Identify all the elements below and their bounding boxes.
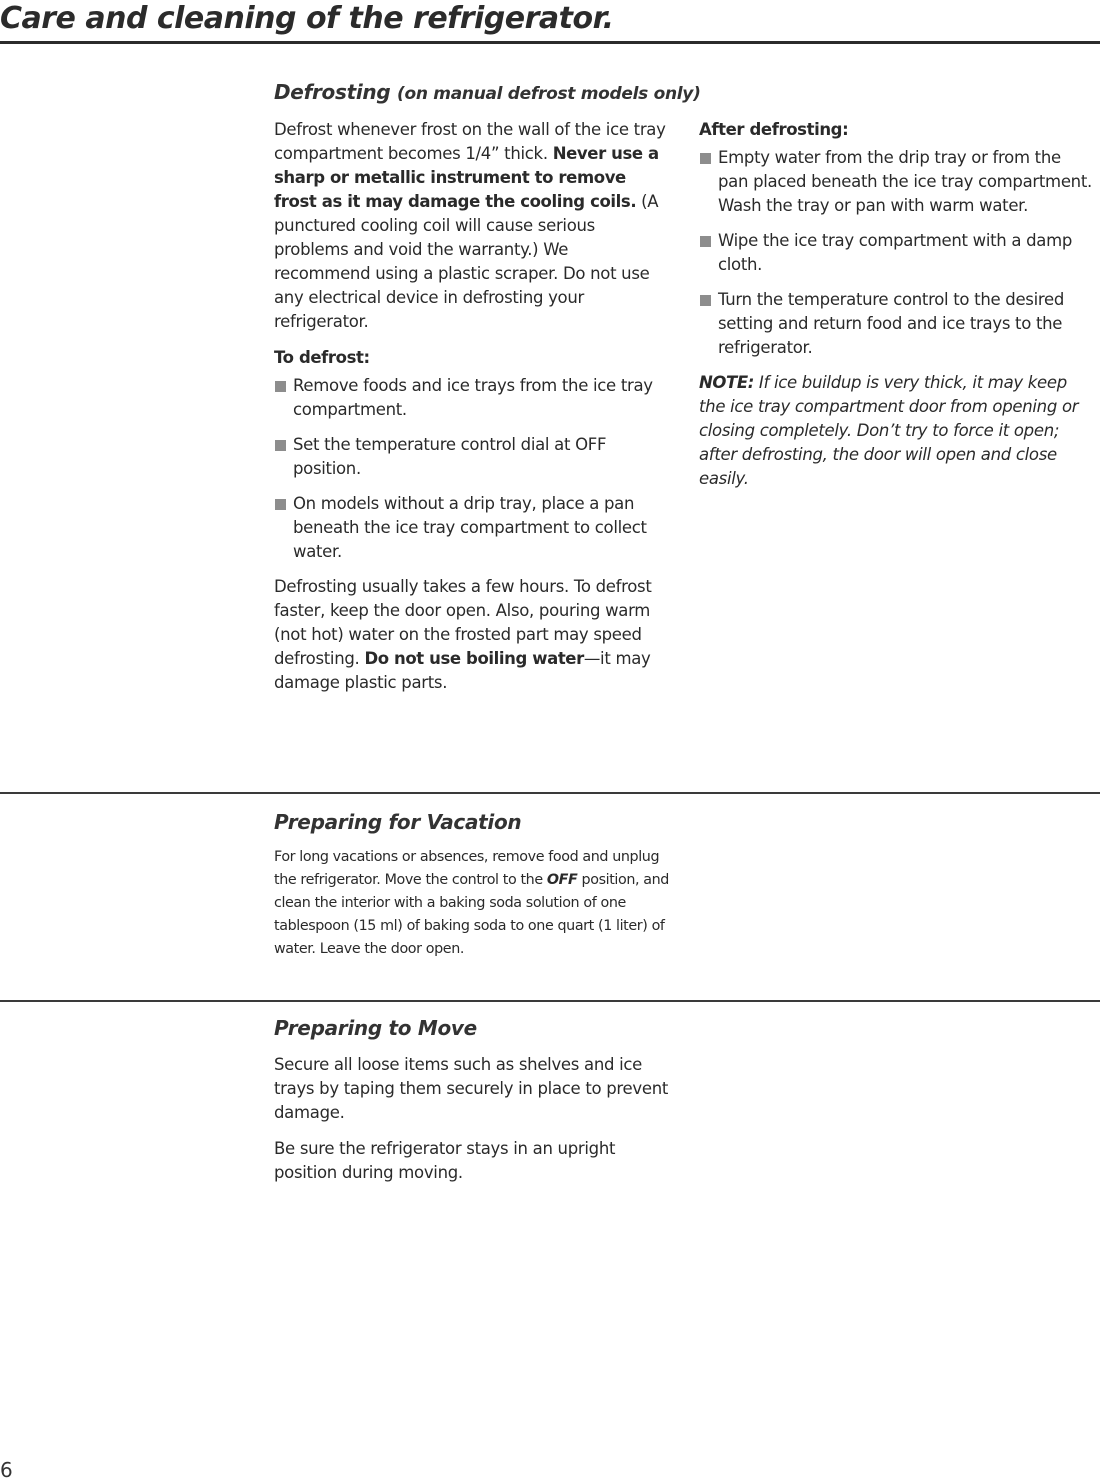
defrosting-closing: Defrosting usually takes a few hours. To defrost faster, keep the door open. Also, pouring warm (not hot) water on the frosted part may speed defrosting. Do not use boiling water—it may damage plastic parts. <box>274 577 652 692</box>
move-column <box>274 1053 669 1197</box>
square-bullet-icon <box>700 236 711 247</box>
defrosting-heading-sub: (on manual defrost models only) <box>397 84 701 104</box>
defrosting-note <box>699 371 1094 491</box>
list-item: Turn the temperature control to the desired setting and return food and ice trays to the refrigerator. <box>699 288 1094 360</box>
list-item: Remove foods and ice trays from the ice tray compartment. <box>274 374 669 422</box>
to-defrost-label: To defrost: <box>274 348 370 367</box>
section-divider <box>0 1000 1100 1002</box>
vacation-column <box>274 846 669 973</box>
off-label: OFF <box>546 872 578 888</box>
note-label: NOTE: <box>699 373 754 392</box>
vacation-text: For long vacations or absences, remove food and unplug the refrigerator. Move the control to the OFF position, and clean the interior with a baking soda solution of one tablespoon (15 ml) of baking soda to one quart (1 liter) of water. Leave the door open. <box>274 849 669 957</box>
defrosting-heading <box>274 80 701 104</box>
to-defrost-list <box>274 374 669 564</box>
square-bullet-icon <box>700 295 711 306</box>
move-paragraph-1: Secure all loose items such as shelves and ice trays by taping them securely in place to prevent damage. <box>274 1055 669 1122</box>
square-bullet-icon <box>275 440 286 451</box>
boiling-water-warning: Do not use boiling water <box>364 649 584 668</box>
note-text: If ice buildup is very thick, it may keep the ice tray compartment door from opening or closing completely. Don’t try to force it open; after defrosting, the door will open and close easily. <box>699 373 1079 488</box>
square-bullet-icon <box>275 381 286 392</box>
defrosting-intro-text: Defrost whenever frost on the wall of the ice tray compartment becomes 1/4” thick. <box>274 120 666 163</box>
defrosting-heading-main: Defrosting <box>274 80 391 104</box>
move-heading: Preparing to Move <box>274 1016 477 1040</box>
move-paragraph-2: Be sure the refrigerator stays in an upright position during moving. <box>274 1139 616 1182</box>
list-item: On models without a drip tray, place a pan beneath the ice tray compartment to collect water. <box>274 492 669 564</box>
after-defrosting-list <box>699 146 1094 360</box>
section-divider <box>0 792 1100 794</box>
defrosting-intro-text-2: (A punctured cooling coil will cause serious problems and void the warranty.) We recommend using a plastic scraper. Do not use any electrical device in defrosting your refrigerator. <box>274 192 659 331</box>
list-item: Set the temperature control dial at OFF position. <box>274 433 669 481</box>
after-defrosting-label: After defrosting: <box>699 120 849 139</box>
page-title: Care and cleaning of the refrigerator. <box>0 1 614 36</box>
square-bullet-icon <box>700 153 711 164</box>
defrosting-right-column <box>699 118 1094 503</box>
square-bullet-icon <box>275 499 286 510</box>
title-rule <box>0 41 1100 44</box>
list-item: Empty water from the drip tray or from the pan placed beneath the ice tray compartment. Wash the tray or pan with warm water. <box>699 146 1094 218</box>
list-item: Wipe the ice tray compartment with a damp cloth. <box>699 229 1094 277</box>
defrosting-left-column <box>274 118 669 707</box>
defrosting-warning: Never use a sharp or metallic instrument to remove frost as it may damage the cooling coils. <box>274 144 659 211</box>
page-number: 6 <box>0 1458 13 1482</box>
defrosting-intro <box>274 118 669 334</box>
vacation-heading: Preparing for Vacation <box>274 810 522 834</box>
